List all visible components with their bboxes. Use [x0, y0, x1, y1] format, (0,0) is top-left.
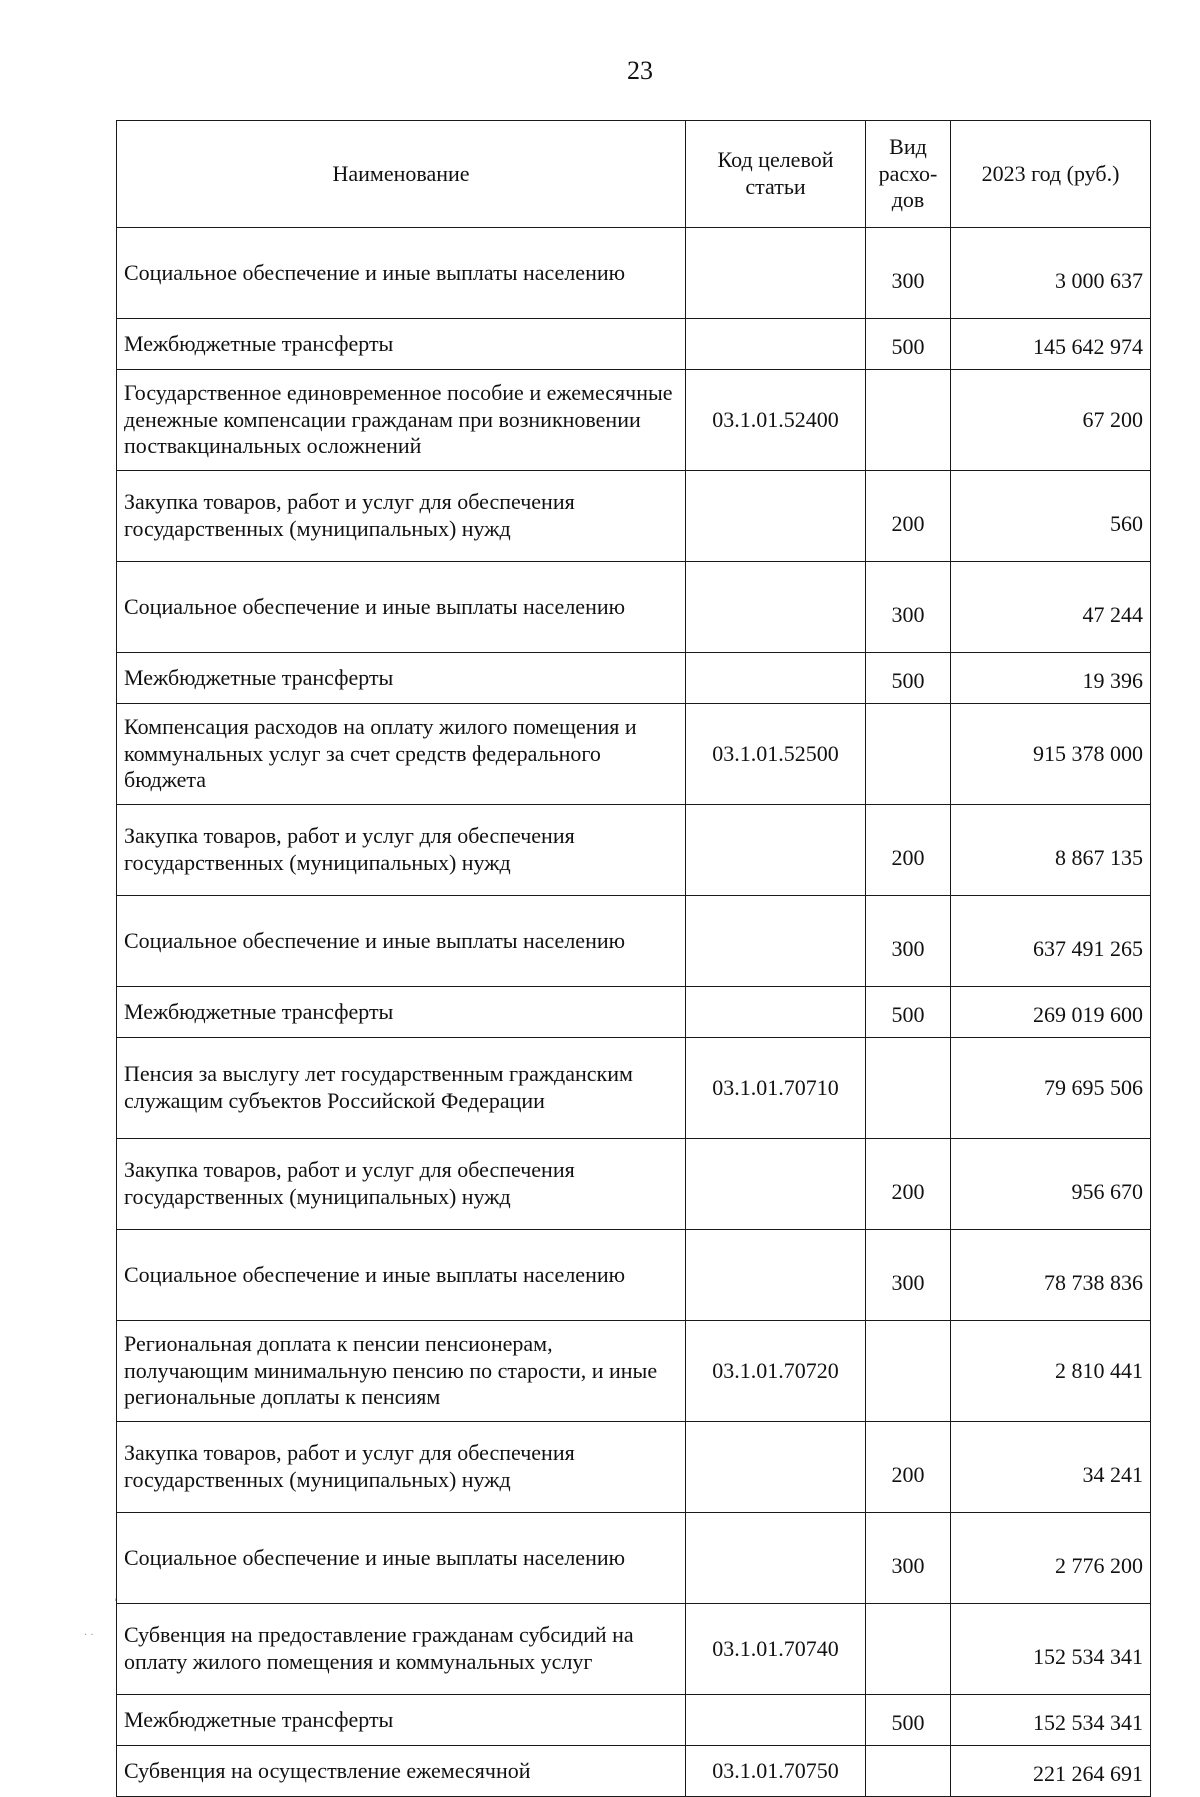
table-row — [117, 370, 1151, 471]
row-code — [686, 805, 866, 896]
row-name: Социальное обеспечение и иные выплаты населению — [117, 228, 686, 319]
row-kind: 300 — [866, 1230, 951, 1321]
row-kind — [866, 370, 951, 471]
row-kind: 200 — [866, 805, 951, 896]
row-amount: 915 378 000 — [951, 704, 1151, 805]
row-name: Субвенция на предоставление гражданам субсидий на оплату жилого помещения и коммунальных услуг — [117, 1604, 686, 1695]
row-amount: 221 264 691 — [951, 1746, 1151, 1797]
table-row — [117, 1321, 1151, 1422]
row-code: 03.1.01.70720 — [686, 1321, 866, 1422]
row-kind: 500 — [866, 319, 951, 370]
row-kind: 300 — [866, 228, 951, 319]
row-amount: 145 642 974 — [951, 319, 1151, 370]
row-name: Закупка товаров, работ и услуг для обеспечения государственных (муниципальных) нужд — [117, 1139, 686, 1230]
row-name: Пенсия за выслугу лет государственным гражданским служащим субъектов Российской Федерации — [117, 1038, 686, 1139]
row-kind — [866, 1746, 951, 1797]
table-row — [117, 1422, 1151, 1513]
row-amount: 152 534 341 — [951, 1604, 1151, 1695]
row-name: Государственное единовременное пособие и ежемесячные денежные компенсации гражданам при возникновении поствакцинальных осложнений — [117, 370, 686, 471]
row-kind: 500 — [866, 1695, 951, 1746]
row-name: Закупка товаров, работ и услуг для обеспечения государственных (муниципальных) нужд — [117, 471, 686, 562]
scan-speck: ˈ — [114, 1598, 117, 1609]
row-kind — [866, 1038, 951, 1139]
row-code — [686, 228, 866, 319]
row-amount: 19 396 — [951, 653, 1151, 704]
row-code — [686, 1695, 866, 1746]
row-code: 03.1.01.70750 — [686, 1746, 866, 1797]
row-name: Региональная доплата к пенсии пенсионерам, получающим минимальную пенсию по старости, и иные региональные доплаты к пенсиям — [117, 1321, 686, 1422]
row-amount: 152 534 341 — [951, 1695, 1151, 1746]
row-kind: 200 — [866, 1422, 951, 1513]
row-amount: 956 670 — [951, 1139, 1151, 1230]
row-kind: 200 — [866, 1139, 951, 1230]
row-code — [686, 319, 866, 370]
row-name: Субвенция на осуществление ежемесячной — [117, 1746, 686, 1797]
table-row — [117, 228, 1151, 319]
table-row — [117, 1746, 1151, 1797]
row-name: Межбюджетные трансферты — [117, 987, 686, 1038]
row-amount: 67 200 — [951, 370, 1151, 471]
table-header-row — [117, 121, 1151, 228]
row-code: 03.1.01.70710 — [686, 1038, 866, 1139]
row-amount: 47 244 — [951, 562, 1151, 653]
row-name: Закупка товаров, работ и услуг для обеспечения государственных (муниципальных) нужд — [117, 805, 686, 896]
table-row — [117, 1230, 1151, 1321]
row-kind — [866, 1604, 951, 1695]
row-name: Социальное обеспечение и иные выплаты населению — [117, 896, 686, 987]
row-kind: 300 — [866, 1513, 951, 1604]
row-code — [686, 562, 866, 653]
row-kind: 300 — [866, 562, 951, 653]
row-kind — [866, 1321, 951, 1422]
row-code — [686, 1422, 866, 1513]
row-kind: 200 — [866, 471, 951, 562]
row-amount: 2 776 200 — [951, 1513, 1151, 1604]
table-row — [117, 704, 1151, 805]
row-name: Компенсация расходов на оплату жилого помещения и коммунальных услуг за счет средств федерального бюджета — [117, 704, 686, 805]
row-code: 03.1.01.70740 — [686, 1604, 866, 1695]
header-name: Наименование — [117, 121, 686, 228]
table-row — [117, 987, 1151, 1038]
table-row — [117, 1695, 1151, 1746]
scan-speck: · · — [84, 1630, 94, 1641]
row-code — [686, 1513, 866, 1604]
row-name: Социальное обеспечение и иные выплаты населению — [117, 1230, 686, 1321]
row-kind: 500 — [866, 987, 951, 1038]
table-row — [117, 896, 1151, 987]
table-row — [117, 1604, 1151, 1695]
row-kind: 300 — [866, 896, 951, 987]
row-amount: 560 — [951, 471, 1151, 562]
row-name: Закупка товаров, работ и услуг для обеспечения государственных (муниципальных) нужд — [117, 1422, 686, 1513]
header-code: Код целевой статьи — [686, 121, 866, 228]
table-row — [117, 471, 1151, 562]
row-code: 03.1.01.52500 — [686, 704, 866, 805]
table-row — [117, 1513, 1151, 1604]
row-code — [686, 1139, 866, 1230]
row-amount: 34 241 — [951, 1422, 1151, 1513]
row-amount: 78 738 836 — [951, 1230, 1151, 1321]
table-row — [117, 1139, 1151, 1230]
row-amount: 2 810 441 — [951, 1321, 1151, 1422]
row-kind — [866, 704, 951, 805]
row-code — [686, 987, 866, 1038]
row-code — [686, 896, 866, 987]
table-row — [117, 653, 1151, 704]
table-row — [117, 562, 1151, 653]
table-row — [117, 319, 1151, 370]
row-code — [686, 471, 866, 562]
budget-table — [116, 120, 1151, 1797]
row-name: Межбюджетные трансферты — [117, 1695, 686, 1746]
row-amount: 8 867 135 — [951, 805, 1151, 896]
header-amount: 2023 год (руб.) — [951, 121, 1151, 228]
table-row — [117, 805, 1151, 896]
row-name: Социальное обеспечение и иные выплаты населению — [117, 1513, 686, 1604]
row-code — [686, 653, 866, 704]
row-name: Межбюджетные трансферты — [117, 653, 686, 704]
row-amount: 3 000 637 — [951, 228, 1151, 319]
row-amount: 637 491 265 — [951, 896, 1151, 987]
row-amount: 79 695 506 — [951, 1038, 1151, 1139]
row-kind: 500 — [866, 653, 951, 704]
row-name: Социальное обеспечение и иные выплаты населению — [117, 562, 686, 653]
row-amount: 269 019 600 — [951, 987, 1151, 1038]
table-row — [117, 1038, 1151, 1139]
header-kind: Вид расхо-дов — [866, 121, 951, 228]
page-number: 23 — [627, 56, 653, 85]
row-code: 03.1.01.52400 — [686, 370, 866, 471]
row-name: Межбюджетные трансферты — [117, 319, 686, 370]
row-code — [686, 1230, 866, 1321]
